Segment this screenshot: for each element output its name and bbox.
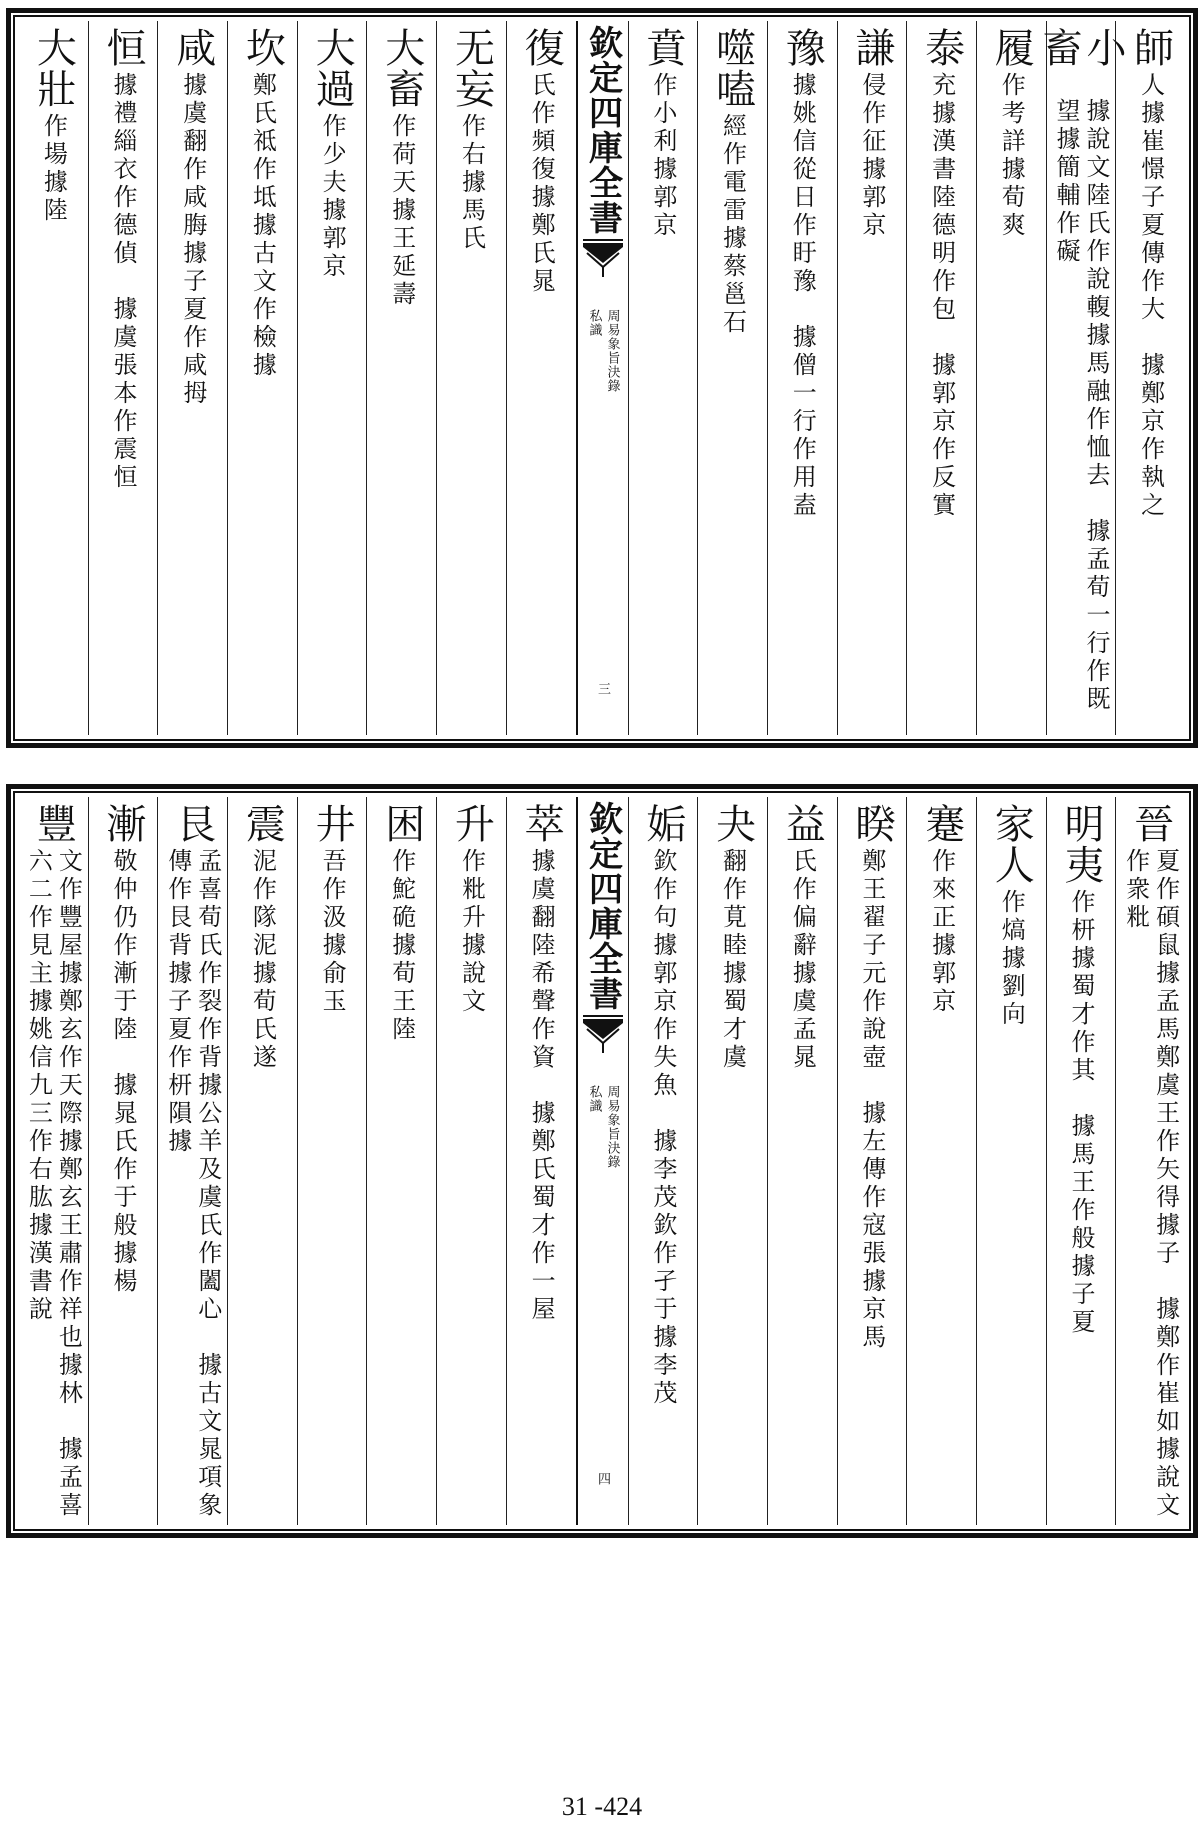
page-label: 私識 — [586, 1085, 602, 1113]
hexagram-heading: 大畜 — [378, 27, 425, 109]
annotation-text: 作場據陸 — [39, 113, 68, 225]
annotation-text: 作小利據郭京 — [648, 72, 677, 240]
annotation-text: 翻作莧睦據蜀才虞 — [718, 848, 747, 1072]
hexagram-heading: 震 — [239, 803, 286, 844]
center-spine — [576, 797, 628, 1525]
top-columns — [19, 21, 1185, 735]
hexagram-heading: 小畜 — [1035, 27, 1126, 68]
hexagram-heading: 大壯 — [30, 27, 77, 109]
annotation-text: 據姚信從日作盱豫 據僧一行作用盍 — [788, 72, 817, 520]
text-column — [19, 21, 88, 735]
hexagram-heading: 蹇 — [918, 803, 965, 844]
text-column — [157, 21, 227, 735]
text-column — [506, 797, 576, 1525]
annotation-text: 作右據馬氏 — [457, 113, 486, 253]
hexagram-heading: 謙 — [848, 27, 895, 68]
bottom-columns — [19, 797, 1185, 1525]
hexagram-heading: 家人 — [988, 803, 1035, 885]
text-column — [976, 21, 1046, 735]
hexagram-heading: 噬嗑 — [709, 27, 756, 109]
text-column — [697, 797, 767, 1525]
hexagram-heading: 恒 — [100, 27, 147, 68]
annotation-text: 吾作汲據俞玉 — [318, 848, 347, 1016]
spine-labels — [587, 309, 619, 393]
page-footer: 31 -424 — [561, 1792, 643, 1821]
text-column — [1115, 21, 1185, 735]
hexagram-heading: 履 — [988, 27, 1035, 68]
text-column — [297, 797, 367, 1525]
text-column — [436, 21, 506, 735]
bottom-page-panel — [6, 784, 1198, 1538]
text-column — [767, 797, 837, 1525]
hexagram-heading: 明夷 — [1057, 803, 1104, 885]
annotation-text: 作枅據蜀才作其 據馬王作般據子夏 — [1066, 889, 1095, 1337]
annotation-text: 據說文陸氏作說輹據馬融作恤去 據孟荀一行作既望據簡輔作礙 — [1051, 97, 1110, 714]
text-column — [366, 797, 436, 1525]
annotation-text: 作熇據劉向 — [997, 889, 1026, 1029]
annotation-text: 孟喜荀氏作裂作背據公羊及虞氏作闔心 據古文晁項象傳作艮背據子夏作枅隕據 — [163, 848, 222, 1520]
text-column — [436, 797, 506, 1525]
annotation-text: 欽作句據郭京作失魚 據李茂欽作孑于據李茂 — [648, 848, 677, 1408]
annotation-text: 作考詳據荀爽 — [997, 72, 1026, 240]
hexagram-heading: 晉 — [1127, 803, 1174, 844]
hexagram-heading: 无妄 — [448, 27, 495, 109]
text-column — [19, 797, 88, 1525]
hexagram-heading: 賁 — [639, 27, 686, 68]
top-page-panel — [6, 8, 1198, 748]
text-column — [88, 21, 158, 735]
annotation-text: 鄭氏祗作坻據古文作檢據 — [248, 72, 277, 380]
hexagram-heading: 睽 — [848, 803, 895, 844]
annotation-text: 作少夫據郭京 — [318, 113, 347, 281]
page-number: 三 — [595, 682, 610, 695]
text-column — [976, 797, 1046, 1525]
annotation-text: 泥作隊泥據荀氏遂 — [248, 848, 277, 1072]
spine-labels — [587, 1085, 619, 1169]
annotation-text: 據虞翻陸希聲作資 據鄭氏蜀才作一屋 — [527, 848, 556, 1324]
text-column — [366, 21, 436, 735]
annotation-text: 侵作征據郭京 — [857, 72, 886, 240]
text-column — [906, 21, 976, 735]
hexagram-heading: 困 — [378, 803, 425, 844]
annotation-text: 鄭王翟子元作說壺 據左傳作寇張據京馬 — [857, 848, 886, 1352]
annotation-text: 夏作碩鼠據孟馬鄭虞王作矢得據子 據鄭作崔如據說文作衆粃 — [1121, 848, 1180, 1520]
annotation-text: 作鮀硊據荀王陸 — [387, 848, 416, 1044]
text-column — [628, 797, 698, 1525]
page-number: 四 — [595, 1472, 610, 1485]
annotation-text: 據禮緇衣作德偵 據虞張本作震恒 — [109, 72, 138, 492]
text-column — [697, 21, 767, 735]
text-column — [157, 797, 227, 1525]
annotation-text: 充據漢書陸德明作包 據郭京作反實 — [927, 72, 956, 520]
hexagram-heading: 井 — [309, 803, 356, 844]
annotation-text: 敬仲仍作漸于陸 據晁氏作于般據楊 — [109, 848, 138, 1296]
text-column — [506, 21, 576, 735]
hexagram-heading: 大過 — [309, 27, 356, 109]
hexagram-heading: 姤 — [639, 803, 686, 844]
text-column — [837, 797, 907, 1525]
hexagram-heading: 咸 — [169, 27, 216, 68]
hexagram-heading: 夬 — [709, 803, 756, 844]
hexagram-heading: 豐 — [30, 803, 77, 844]
book-title: 周易象旨決錄 — [604, 309, 620, 393]
hexagram-heading: 豫 — [779, 27, 826, 68]
page-label: 私識 — [586, 309, 602, 337]
hexagram-heading: 益 — [779, 803, 826, 844]
annotation-text: 氏作頻復據鄭氏晁 — [527, 72, 556, 296]
text-column — [227, 797, 297, 1525]
annotation-text: 作來正據郭京 — [927, 848, 956, 1016]
hexagram-heading: 復 — [518, 27, 565, 68]
hexagram-heading: 坎 — [239, 27, 286, 68]
text-column — [1115, 797, 1185, 1525]
annotation-text: 經作電雷據蔡邕石 — [718, 113, 747, 337]
collection-title: 欽定四庫全書 — [583, 801, 623, 1017]
fish-tail-mark-icon — [581, 1019, 625, 1053]
text-column — [767, 21, 837, 735]
text-column — [1035, 21, 1126, 735]
annotation-text: 作荷天據王延壽 — [387, 113, 416, 309]
hexagram-heading: 艮 — [169, 803, 216, 844]
text-column — [297, 21, 367, 735]
annotation-text: 據虞翻作咸脢據子夏作咸拇 — [178, 72, 207, 408]
annotation-text: 人據崔憬子夏傳作大 據鄭京作執之 — [1136, 72, 1165, 520]
text-column — [837, 21, 907, 735]
annotation-text: 作粃升據說文 — [457, 848, 486, 1016]
text-column — [88, 797, 158, 1525]
text-column — [1046, 797, 1116, 1525]
annotation-text: 文作豐屋據鄭玄作天際據鄭玄王肅作祥也據林 據孟喜六二作見主據姚信九三作右肱據漢書說 — [24, 848, 83, 1520]
annotation-text: 氏作偏辭據虞孟晁 — [788, 848, 817, 1072]
hexagram-heading: 萃 — [518, 803, 565, 844]
book-title: 周易象旨決錄 — [604, 1085, 620, 1169]
collection-title: 欽定四庫全書 — [583, 25, 623, 241]
fish-tail-mark-icon — [581, 243, 625, 277]
text-column — [628, 21, 698, 735]
hexagram-heading: 漸 — [100, 803, 147, 844]
text-column — [906, 797, 976, 1525]
center-spine — [576, 21, 628, 735]
hexagram-heading: 升 — [448, 803, 495, 844]
hexagram-heading: 泰 — [918, 27, 965, 68]
text-column — [227, 21, 297, 735]
hexagram-heading: 師 — [1127, 27, 1174, 68]
